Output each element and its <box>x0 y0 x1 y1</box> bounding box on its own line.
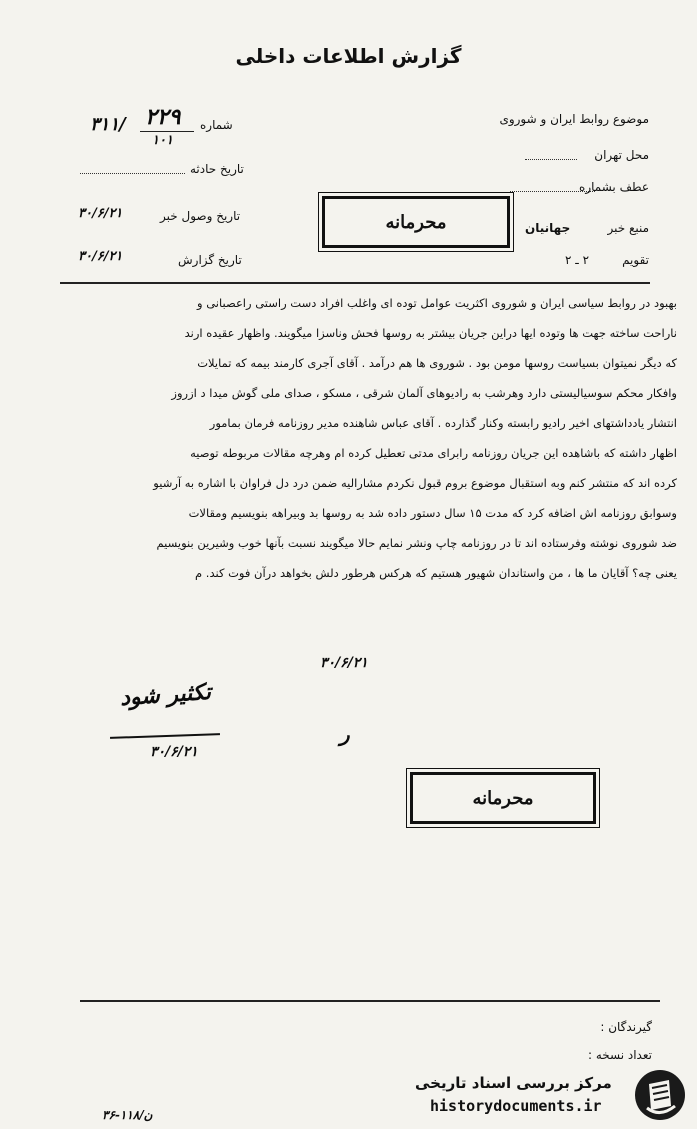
subject-field: موضوع روابط ایران و شوروی <box>499 112 649 126</box>
rating-value: ۲ ـ ۲ <box>565 253 590 267</box>
number-value: ۲۲۹ <box>145 104 181 130</box>
body-line: انتشار یادداشتهای اخیر رادیو رابسته وکنار گذارده . آقای عباس شاهنده مدیر روزنامه فرمان بمامور <box>209 416 677 430</box>
reference-label: عطف بشماره <box>579 180 649 194</box>
document-number: ۳۶-۱۱۸/ن <box>102 1108 153 1122</box>
handwritten-date-note: ۳۰/۶/۲۱ <box>320 655 368 671</box>
body-line: ضد شوروی نوشته وفرستاده اند تا در روزنامه چاپ ونشر نمایم حالا میگویند نسبت بآنها خوب وشیرین بنویسیم <box>156 536 677 550</box>
body-line: کرده اند که منتشر کنم وبه استقبال موضوع بروم قبول نکردم مشارالیه ضمن درد دل فراوان با اشاره به آرشیو <box>153 476 677 490</box>
body-line: وسوابق روزنامه اش اضافه کرد که مدت ۱۵ سال دستور داده شد به روسها بد وبیراهه بنویسیم ومقالات <box>188 506 677 520</box>
body-line: بهبود در روابط سیاسی ایران و شوروی اکثریت عوامل توده ای واغلب افراد دست راستی راعصبانی و <box>197 296 677 310</box>
number-divider <box>140 131 194 132</box>
report-date-label: تاریخ گزارش <box>178 253 242 267</box>
body-line: که دیگر نمیتوان بسیاست روسها مومن بود . شوروی ها هم درآمد . آقای آجری کارمند بیمه که تمایلات <box>197 356 677 370</box>
receipt-date-label: تاریخ وصول خبر <box>160 209 241 223</box>
copies-label: تعداد نسخه : <box>587 1048 652 1062</box>
rating-label: تقویم <box>622 253 649 267</box>
number-label: شماره <box>200 118 233 132</box>
watermark-logo-icon <box>635 1070 685 1120</box>
source-value: جهانیان <box>525 221 571 235</box>
incident-date-line <box>80 172 185 174</box>
handwritten-signature: تکثیر شود <box>119 678 212 712</box>
signature-date: ۳۰/۶/۲۱ <box>150 744 198 760</box>
confidential-stamp-bottom: محرمانه <box>410 772 596 824</box>
source-label: منبع خبر <box>607 221 649 235</box>
report-date-value: ۳۰/۶/۲۱ <box>78 249 123 264</box>
header-separator <box>60 282 650 284</box>
body-line: وافکار محکم سوسیالیستی دارد وهرشب به رادیوهای آلمان شرقی ، مسکو ، صدای ملی گوش میدا د ازروز <box>171 386 677 400</box>
body-line: ناراحت ساخته جهت ها وتوده ایها دراین جریان بیشتر به روسها فحش وناسزا میگویند. واظهار عقیده ارند <box>184 326 677 340</box>
number-sub: ۱۰۱ <box>152 133 173 148</box>
page-title: گزارش اطلاعات داخلی <box>235 44 462 68</box>
receipt-date-value: ۳۰/۶/۲۱ <box>78 206 123 221</box>
location-line <box>525 158 577 160</box>
body-line: یعنی چه؟ آقایان ما ها ، من واستاندان شهیور هستیم که هرکس هرطور دلش بخواهد درآن فوت کند. م <box>195 566 677 580</box>
signature-underline <box>110 733 220 739</box>
watermark-title: مرکز بررسی اسناد تاریخی <box>415 1074 612 1092</box>
footer-separator <box>80 1000 660 1002</box>
watermark-url: historydocuments.ir <box>430 1097 602 1115</box>
location-field: محل تهران <box>594 148 649 162</box>
number-prefix: ۳۱۱/ <box>90 114 126 135</box>
confidential-stamp: محرمانه <box>322 196 510 248</box>
reference-line <box>510 190 595 192</box>
recipients-label: گیرندگان : <box>600 1020 652 1034</box>
handwritten-mark: ر <box>340 722 350 746</box>
incident-date-label: تاریخ حادثه <box>190 162 244 176</box>
body-line: اظهار داشته که باشاهده این جریان روزنامه رابرای مدتی تعطیل کرده ام وهرچه مقالات مربوطه توصیه <box>190 446 677 460</box>
report-body <box>12 298 677 598</box>
